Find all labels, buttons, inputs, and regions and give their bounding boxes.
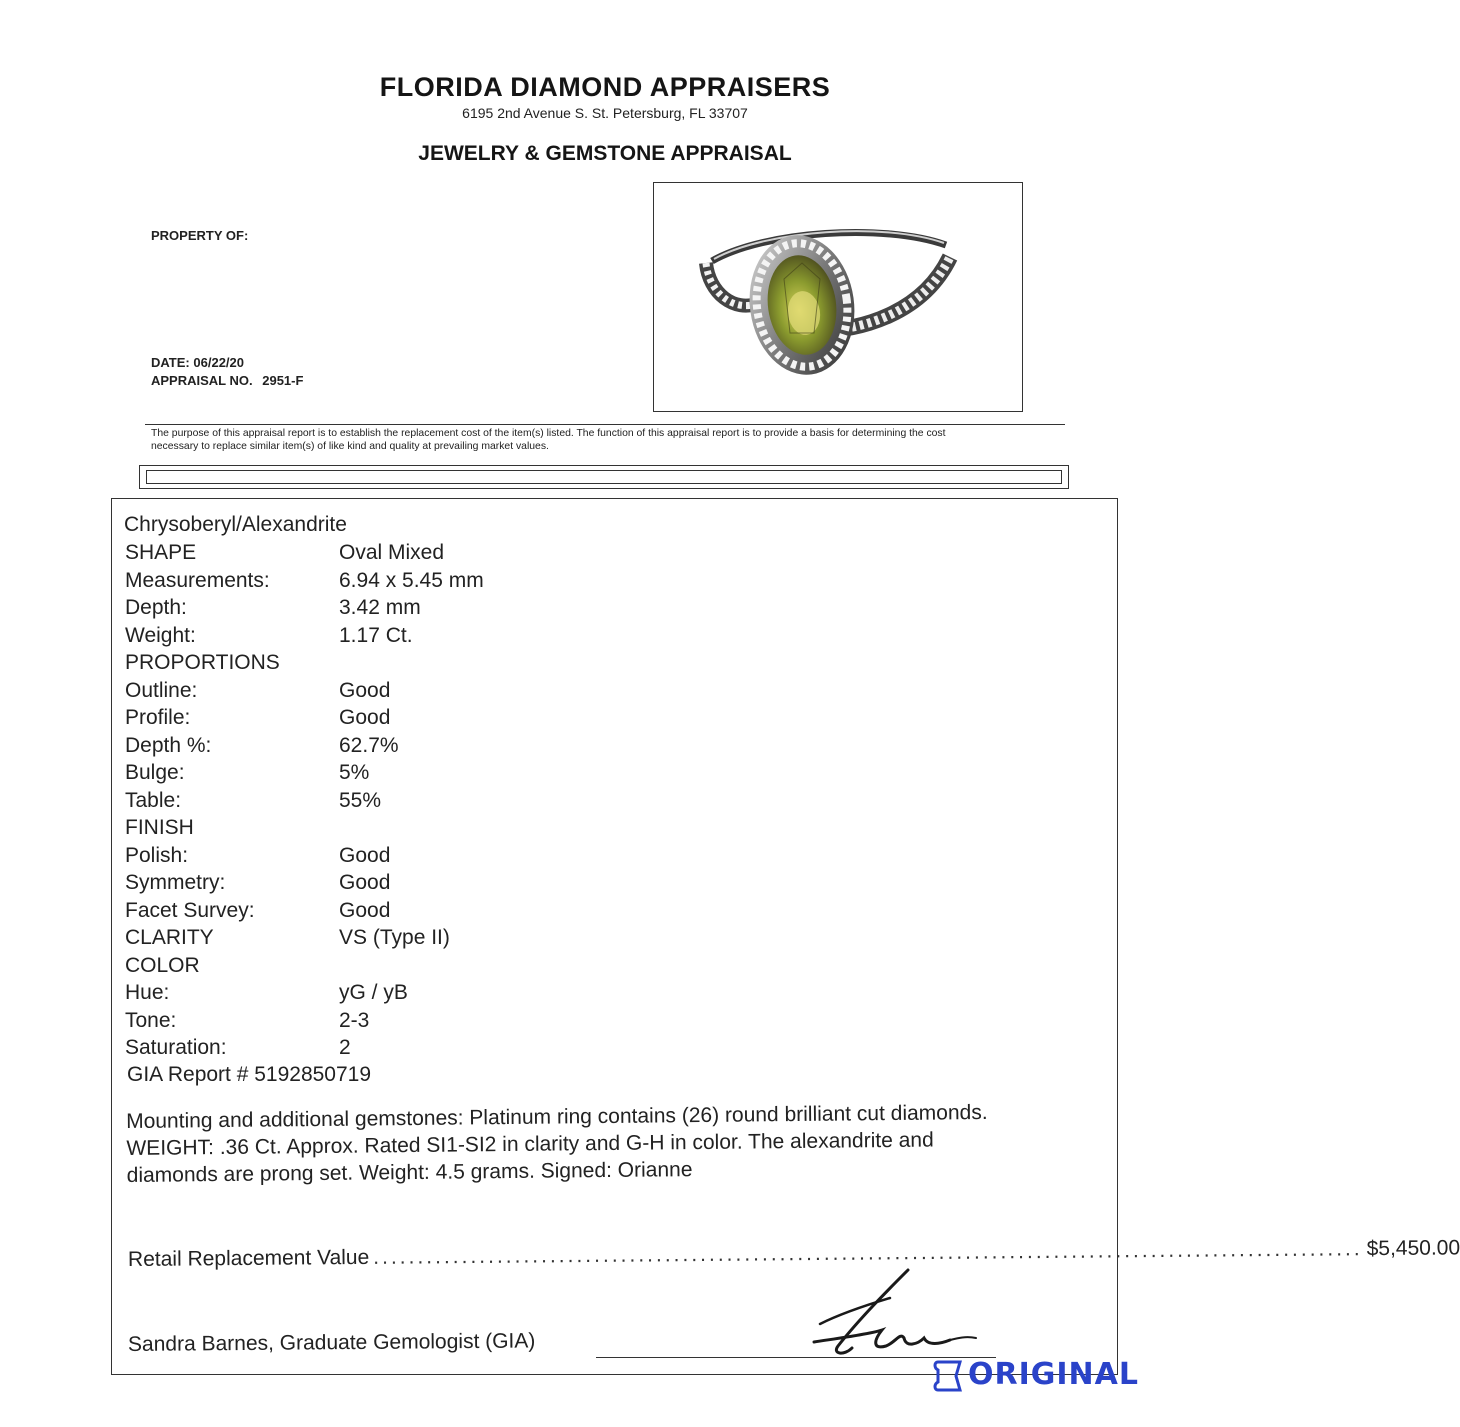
spec-value: 3.42 mm [339,596,421,619]
ring-photo-icon [654,183,1022,411]
spec-value: VS (Type II) [339,926,450,949]
spec-label: Bulge: [125,761,185,784]
spec-label: Saturation: [125,1036,227,1059]
spec-label: Measurements: [125,568,270,592]
date-line [151,355,244,370]
spec-value: 5% [339,761,370,784]
appraisal-number-line [151,373,303,388]
purpose-line-2: necessary to replace similar item(s) of like kind and quality at prevailing market values. [151,441,549,452]
document-title: JEWELRY & GEMSTONE APPRAISAL [418,142,792,165]
spec-label: Polish: [125,843,189,867]
leader-dots: ................................................................................................................ [373,1237,1363,1269]
company-name: FLORIDA DIAMOND APPRAISERS [379,72,831,102]
purpose-statement [151,427,1071,453]
spec-value: Good [339,871,391,894]
purpose-rule [145,424,1065,425]
spec-value: 62.7% [339,733,399,757]
mounting-line-3: diamonds are prong set. Weight: 4.5 grams. Signed: Orianne [126,1158,693,1187]
spec-label: Tone: [125,1008,177,1032]
spec-value: Good [339,843,391,867]
retail-value-label: Retail Replacement Value [127,1245,370,1271]
signature [800,1258,990,1368]
stamp-text: ORIGINAL [968,1357,1139,1392]
company-address: 6195 2nd Avenue S. St. Petersburg, FL 33707 [462,105,748,121]
spec-label: Facet Survey: [125,898,255,922]
retail-value-amount: $5,450.00 [1366,1236,1460,1261]
gia-report-number: GIA Report # 5192850719 [127,1063,372,1086]
mounting-description [126,1098,1107,1189]
spec-label: Outline: [125,678,198,702]
stamp-border-icon [930,1358,966,1394]
appraisal-number-label: APPRAISAL NO. [151,373,253,388]
spec-value: Good [339,898,391,922]
original-stamp [928,1356,1139,1394]
signature-icon [800,1258,990,1368]
spec-label: Depth: [125,596,187,619]
spec-label: Symmetry: [125,871,226,894]
spec-label: COLOR [125,953,200,977]
mounting-line-2: WEIGHT: .36 Ct. Approx. Rated SI1-SI2 in clarity and G-H in color. The alexandrite and [126,1128,934,1160]
spec-label: Table: [125,788,182,812]
spec-value: 55% [339,788,382,812]
spec-value: 6.94 x 5.45 mm [339,568,484,592]
gemstone-name: Chrysoberyl/Alexandrite [124,513,347,536]
spec-label: FINISH [125,816,194,839]
ring-photo [653,182,1023,412]
spec-value: Oval Mixed [339,541,445,564]
spec-label: PROPORTIONS [125,651,280,674]
spec-label: Profile: [125,706,191,729]
date-value: 06/22/20 [193,355,244,370]
property-of-label: PROPERTY OF: [151,228,249,243]
spec-value: Good [339,678,391,702]
spec-label: Hue: [125,981,170,1004]
appraisal-number-value: 2951-F [262,373,304,388]
decorative-bar [139,465,1069,489]
date-label: DATE: [151,355,190,370]
spec-value: 2 [339,1036,351,1059]
purpose-line-1: The purpose of this appraisal report is to establish the replacement cost of the item(s) listed. The function of this appraisal report is to provide a basis for determining the cost [151,428,946,439]
spec-label: Depth %: [125,733,212,757]
spec-label: CLARITY [125,926,214,949]
spec-value: Good [339,706,391,729]
appraiser-name: Sandra Barnes, Graduate Gemologist (GIA) [127,1329,536,1356]
spec-value: yG / yB [339,981,408,1004]
decorative-bar-inner [146,470,1062,484]
mounting-line-1: Mounting and additional gemstones: Platinum ring contains (26) round brilliant cut diamonds. [126,1100,988,1133]
spec-label: SHAPE [125,541,197,564]
spec-label: Weight: [125,623,196,647]
spec-value: 2-3 [339,1008,370,1032]
spec-value: 1.17 Ct. [339,623,413,647]
